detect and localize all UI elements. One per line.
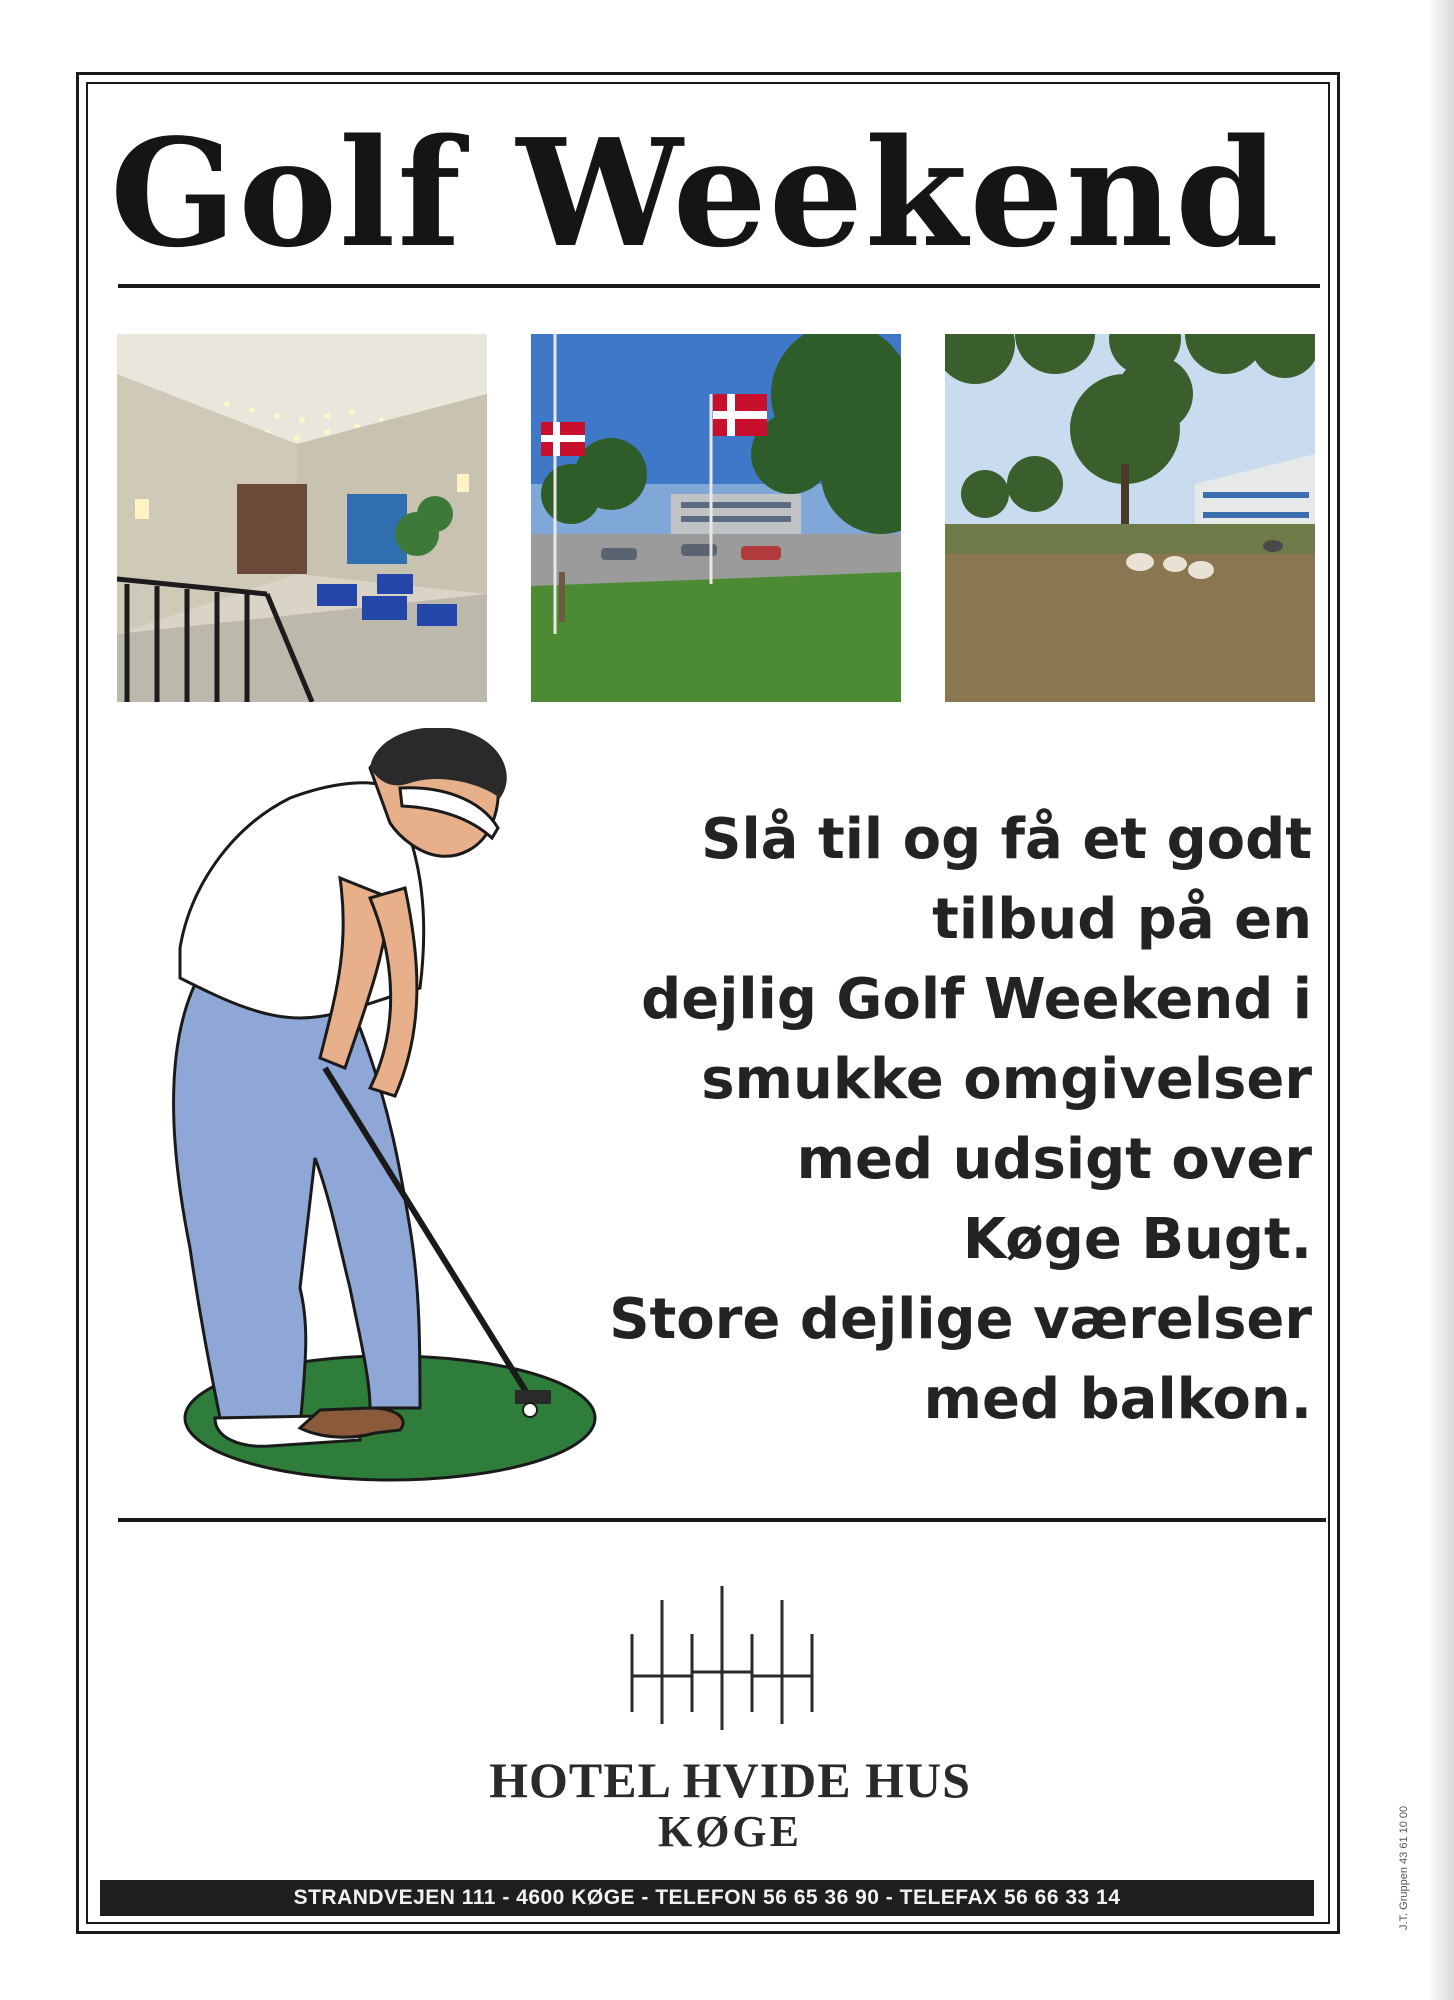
printer-credit: J.T. Gruppen 43 61 10 00: [1398, 1805, 1410, 1930]
grounds-image: [945, 334, 1315, 702]
offer-line: Slå til og få et godt: [701, 807, 1312, 872]
hotel-logo-icon: [624, 1584, 820, 1730]
offer-line: med udsigt over: [796, 1127, 1312, 1192]
offer-line: Store dejlige værelser: [609, 1287, 1312, 1352]
offer-line: Køge Bugt.: [962, 1207, 1312, 1272]
photo-grounds: [945, 334, 1315, 702]
hotel-logo-graphic: [624, 1584, 820, 1730]
offer-line: tilbud på en: [932, 887, 1312, 952]
address-bar: STRANDVEJEN 111 - 4600 KØGE - TELEFON 56 65 36 90 - TELEFAX 56 66 33 14: [100, 1880, 1314, 1916]
hotel-name: HOTEL HVIDE HUS: [489, 1752, 971, 1808]
photo-entrance: [531, 334, 901, 702]
page-shadow-edge: [1428, 0, 1454, 2000]
hotel-city: KØGE: [657, 1807, 803, 1856]
offer-line: med balkon.: [923, 1367, 1312, 1432]
lobby-image: [117, 334, 487, 702]
offer-line: smukke omgivelser: [701, 1047, 1312, 1112]
ad-title: Golf Weekend: [110, 106, 1281, 280]
title-divider: [118, 284, 1320, 288]
bottom-divider: [118, 1518, 1326, 1522]
photo-lobby: [117, 334, 487, 702]
entrance-image: [531, 334, 901, 702]
offer-line: dejlig Golf Weekend i: [641, 967, 1312, 1032]
offer-text: [480, 800, 1312, 1440]
